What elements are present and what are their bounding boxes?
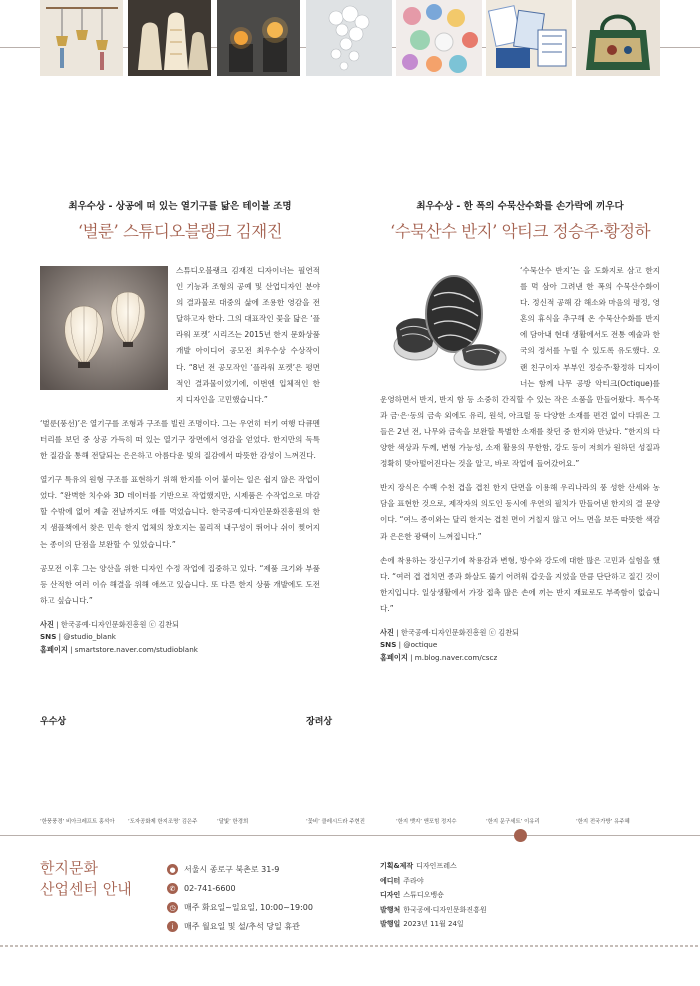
left-article <box>40 198 320 656</box>
hanji-bag-photo <box>576 0 660 76</box>
article-body <box>40 263 320 609</box>
article-paragraph: 손에 착용하는 장신구기에 착용감과 변형, 방수와 강도에 대한 많은 고민과 실험을 했다. “여러 겹 겹치면 종과 화살도 뚫기 어려워 갑옷을 지었을 만큼 단단하고 질긴 것이 한지입니다. 일상생활에서 가장 접촉 많은 손에 끼는 반지 재료로도 부족함이 없습니다.” <box>380 555 660 613</box>
article-paragraph: 공모전 이후 그는 양산을 위한 디자인 수정 작업에 집중하고 있다. “제품 크기와 부품 등 산적한 여러 이슈 해결을 위해 애쓰고 있습니다. 또 다른 한지 상품 개발에도 도전하고 싶습니다.” <box>40 563 320 605</box>
bottom-dotted-rule <box>0 945 700 947</box>
article-paragraph: 스튜디오블랭크 김재진 디자이너는 필연적인 기능과 조형의 공예 및 산업디자인 분야의 결과물로 대중의 삶에 조용한 영감을 전달하고자 한다. 그의 대표작인 꽃을 닮은 ‘플라워 포켓’ 시리즈는 2015년 한지 문화상품개발 아이디어 공모전 최우수상 수상작이다. “8년 전 공모작인 ‘플라워 포켓’은 평면적인 결과물이었기에, 이번엔 입체적인 한지 디자인을 고민했습니다.” <box>176 266 321 404</box>
article-credits <box>40 619 320 657</box>
credit-row: 사진 | 한국공예·디자인문화진흥원 ⓒ 김찬되 <box>40 619 180 629</box>
excellence-label: 우수상 <box>40 717 67 727</box>
credit-row: SNS | @octique <box>380 640 438 650</box>
gallery-caption: ‘꽃비’ 클레시드라 주현진 <box>306 819 365 825</box>
center-info-list <box>167 860 313 936</box>
center-info-title: 한지문화 산업센터 안내 <box>40 859 132 898</box>
flower-rain-photo <box>306 0 392 76</box>
location-pin-icon: ● <box>167 864 178 875</box>
gallery-caption: ‘한지 전국가방’ 유주혜 <box>576 819 630 825</box>
credit-row: 홈페이지 | smartstore.naver.com/studioblank <box>40 644 198 654</box>
colophon-row: 디자인 스튜디오뱅숑 <box>380 891 444 899</box>
credit-row: 사진 | 한국공예·디자인문화진흥원 ⓒ 김찬되 <box>380 627 520 637</box>
info-icon: i <box>167 921 178 932</box>
credit-row: 홈페이지 | m.blog.naver.com/cscz <box>380 652 498 662</box>
gallery-caption: ‘도자공화제 한지조명’ 김은주 <box>128 819 198 825</box>
info-phone: ✆ 02-741-6600 <box>167 879 313 898</box>
article-credits <box>380 627 660 665</box>
colophon-row: 기획&제작 디자인프레스 <box>380 862 457 870</box>
article-paragraph: ‘벌룬(풍선)’은 열기구를 조형과 구조를 빌린 조명이다. 그는 우연히 터키 여행 다큐멘터리를 보던 중 상공 가득히 떠 있는 열기구 장면에서 영감을 얻었다. 한지만의 독특한 질감을 통해 전달되는 은은하고 아름다운 빛의 질감에서 따뜻한 감성이 느껴진다. <box>40 418 320 461</box>
right-article <box>380 198 660 664</box>
balloon-lamp-photo <box>40 266 168 390</box>
encouragement-label: 장려상 <box>306 717 333 727</box>
article-headline: ‘수묵산수 반지’ 악티크 정승주·황정하 <box>389 222 651 241</box>
gallery-caption: ‘한풍풍경’ 비아크레프트 홍석아 <box>40 819 115 825</box>
gallery-caption: ‘한지 뱃지’ 앤포힘 정지수 <box>396 819 457 825</box>
phone-icon: ✆ <box>167 883 178 894</box>
info-address: ● 서울시 종로구 북촌로 31-9 <box>167 860 313 879</box>
stationery-set-photo <box>486 0 572 76</box>
divider <box>0 835 700 836</box>
wind-chime-photo <box>40 0 123 76</box>
article-kicker: 최우수상 - 상공에 떠 있는 열기구를 닮은 테이블 조명 <box>68 201 292 212</box>
gallery-caption: ‘달빛’ 한경희 <box>217 819 249 825</box>
colophon-row: 에디터 주라야 <box>380 876 424 885</box>
gallery-caption: ‘한지 문구세트’ 이유리 <box>486 819 540 825</box>
clock-icon: ◷ <box>167 902 178 913</box>
article-paragraph: 반지 장식은 수백 수천 겹을 겹친 한지 단면을 이용해 우리나라의 풍 성한 산세와 농담을 표현한 것으로, 제작자의 의도인 동시에 우연의 필치가 만들어낸 한지의 결 문양이다. “여느 종이와는 달리 한지는 겹친 면이 거칠지 않고 어느 면을 보든 따뜻한 색감과 은은한 광택이 느껴집니다.” <box>380 483 660 541</box>
info-hours: ◷ 매주 화요일~일요일, 10:00~19:00 <box>167 898 313 917</box>
colophon <box>380 859 487 932</box>
ink-landscape-ring-photo <box>380 266 512 386</box>
ceramic-lamp-photo <box>128 0 211 76</box>
article-kicker: 최우수상 - 한 폭의 수묵산수화를 손가락에 끼우다 <box>416 201 624 212</box>
article-headline: ‘벌룬’ 스튜디오블랭크 김재진 <box>77 222 283 241</box>
moonlight-lamp-photo <box>217 0 300 76</box>
colophon-row: 발행처 한국공예·디자인문화진흥원 <box>380 905 487 914</box>
hanji-badge-photo <box>396 0 482 76</box>
credit-row: SNS | @studio_blank <box>40 632 116 642</box>
info-closed: i 매주 월요일 및 설/추석 당일 휴관 <box>167 917 313 936</box>
article-paragraph: 열기구 특유의 원형 구조를 표현하기 위해 한지를 이어 붙이는 일은 쉽지 않은 작업이었다. “완벽한 치수와 3D 데이터를 기반으로 작업했지만, 시제품은 수작업으로 마감할 수밖에 없어 제출 전날까지도 애를 먹었습니다. 한국공예·디자인문화진흥원의 한지 샘플책에서 찾은 민속 한지 업체의 창호지는 물리적 내구성이 뛰어나 쉬이 찢어지는 종이의 단점을 보완할 수 있었습니다.” <box>40 475 320 549</box>
article-body <box>380 263 660 617</box>
colophon-row: 발행일 2023년 11월 24일 <box>380 920 464 928</box>
article-paragraph: ‘수묵산수 반지’는 을 도화지로 삼고 한지를 먹 삼아 그려낸 한 폭의 수묵산수화이다. 정신적 공해 감 해소와 마음의 평정, 영혼의 휴식을 추구해 온 수묵산수화를 반지에 담아내 현대 생활에서도 전통 예술과 한국의 정서를 누릴 수 있도록 유도했다. 오랜 친구이자 부부인 정승주·황정하 디자이너는 함께 나무 공방 악티크(Octique)를 운영하면서 반지, 반지 함 등 소중히 간직할 수 있는 작은 소품을 만들어왔다. 특수목과 금·은·동의 금속 외에도 유리, 원석, 아크릴 등 다양한 소재를 편견 없이 다뤄온 그들은 2년 전, 나무와 금속을 보완할 특별한 소재를 찾던 중 한지와 만났다. “한지의 다양한 색상과 두께, 변형 가능성, 소재 활용의 무한함, 강도 등이 저희가 원하던 성질과 정확히 맞아떨어진다는 것을 알고, 바로 작업에 들어갔어요.” <box>380 266 660 469</box>
rule-dot <box>514 829 527 842</box>
